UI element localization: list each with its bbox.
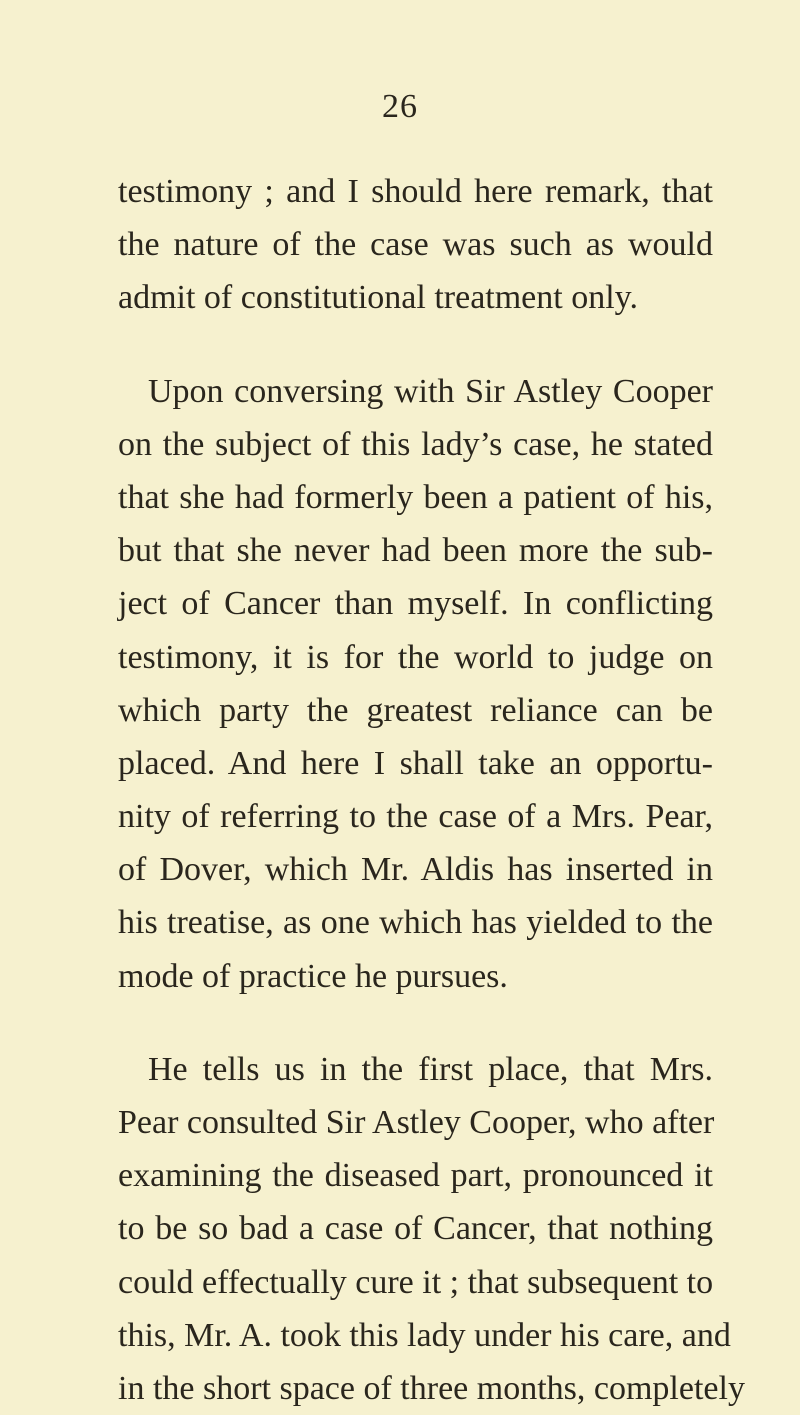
text-line: to be so bad a case of Cancer, that nothing <box>118 1210 713 1248</box>
text-line: his treatise, as one which has yielded to the <box>118 904 713 942</box>
text-line: admit of constitutional treatment only. <box>118 279 638 317</box>
text-line: Upon conversing with Sir Astley Cooper <box>148 372 713 410</box>
text-line: in the short space of three months, completely <box>118 1369 745 1407</box>
text-line: this, Mr. A. took this lady under his care, and <box>118 1316 731 1354</box>
text-line: placed. And here I shall take an opportu- <box>118 744 713 782</box>
text-line: could effectually cure it ; that subsequent to <box>118 1263 714 1301</box>
paragraph-gap <box>118 325 713 365</box>
page-number: 26 <box>382 88 418 125</box>
text-line: of Dover, which Mr. Aldis has inserted in <box>118 851 713 889</box>
text-line: Pear consulted Sir Astley Cooper, who after <box>118 1104 715 1141</box>
text-line: nity of referring to the case of a Mrs. Pear, <box>118 798 713 836</box>
text-line: testimony, it is for the world to judge on <box>118 638 713 676</box>
text-line: ject of Cancer than myself. In conflicting <box>118 585 713 623</box>
paragraph-gap <box>118 1003 713 1043</box>
text-line: which party the greatest reliance can be <box>118 691 713 729</box>
text-line: He tells us in the first place, that Mrs. <box>148 1050 713 1088</box>
text-line: but that she never had been more the sub- <box>118 532 713 570</box>
text-line: on the subject of this lady’s case, he stated <box>118 425 713 463</box>
body-text <box>118 165 745 1415</box>
text-line: testimony ; and I should here remark, that <box>118 173 713 210</box>
text-line: examining the diseased part, pronounced it <box>118 1157 713 1195</box>
text-line: the nature of the case was such as would <box>118 226 713 264</box>
text-line: mode of practice he pursues. <box>118 957 508 995</box>
text-line: that she had formerly been a patient of his, <box>118 478 713 516</box>
